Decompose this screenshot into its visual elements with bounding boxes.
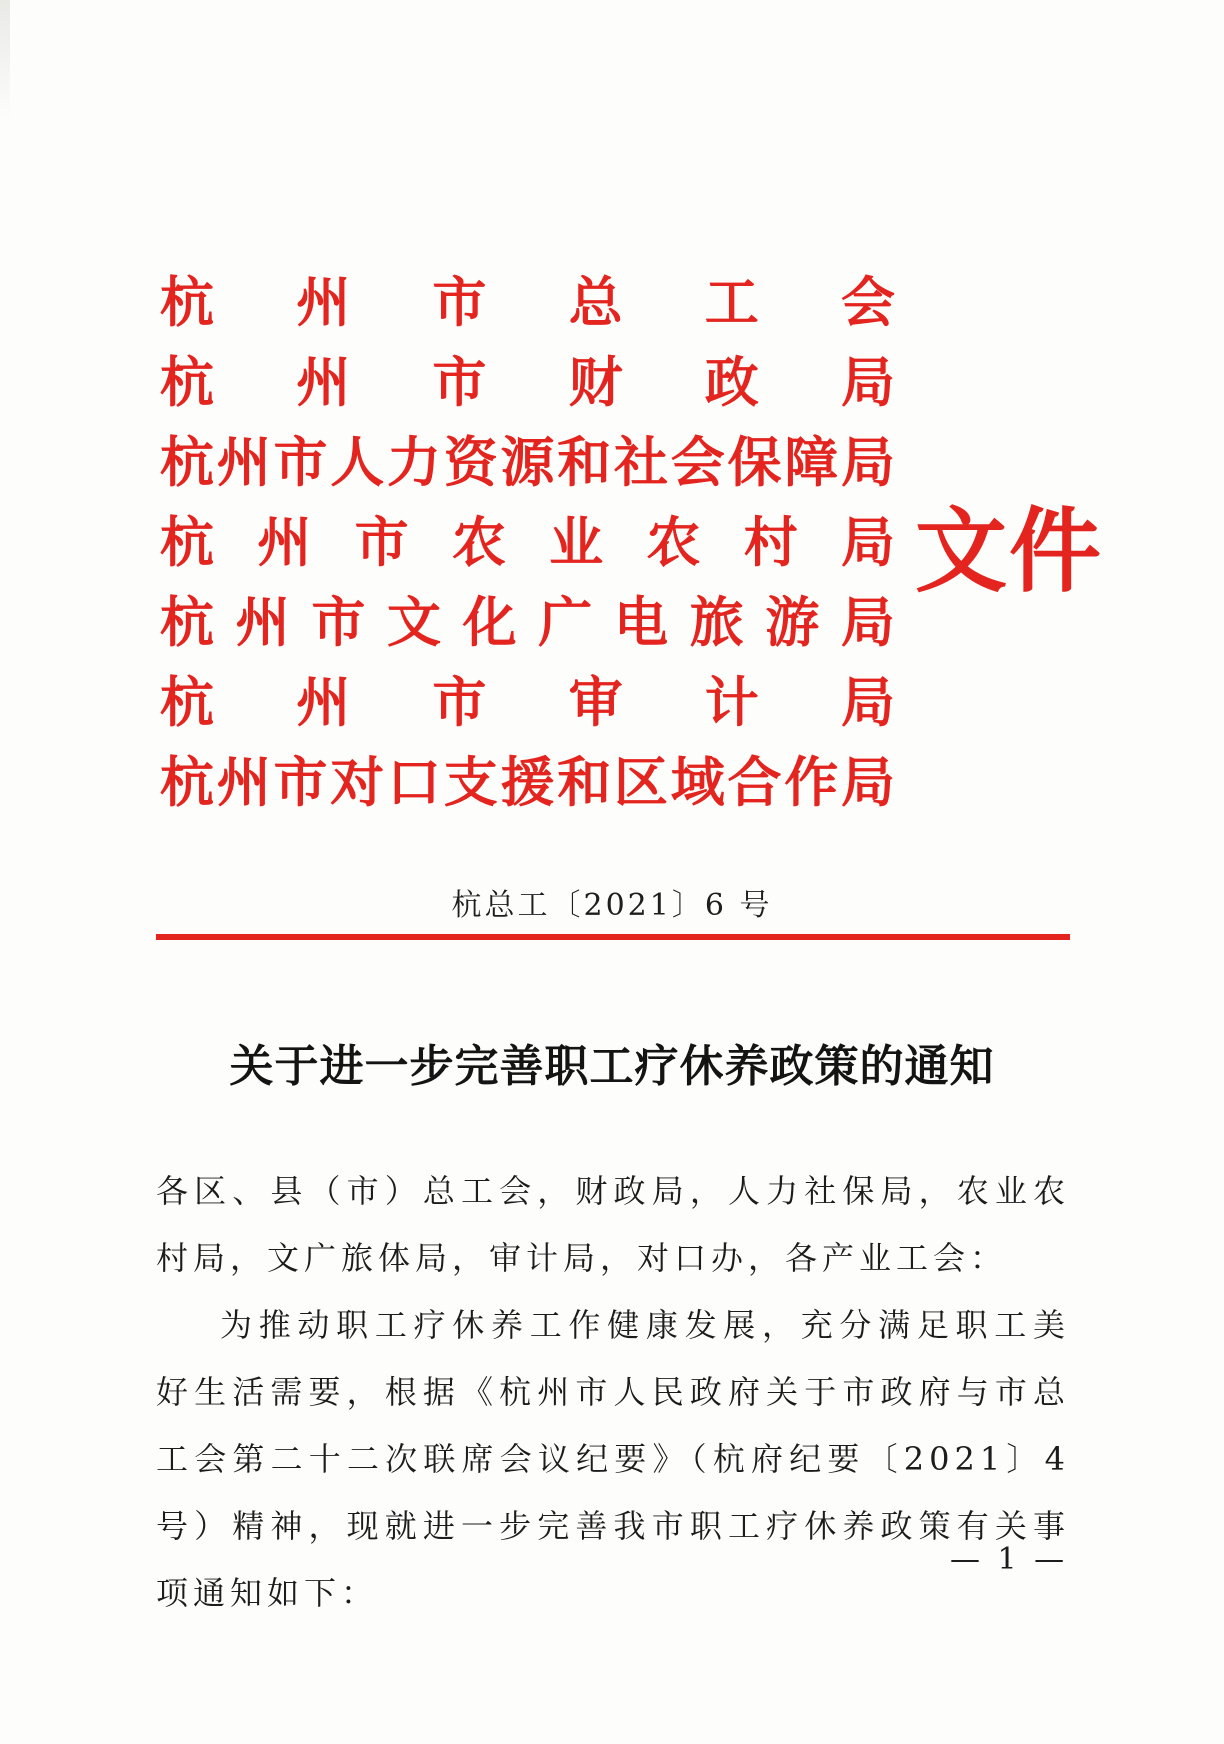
issuer-char: 杭 [160, 269, 214, 334]
issuer-char: 局 [841, 429, 895, 494]
issuer-char: 作 [784, 749, 839, 814]
issuer-char: 障 [784, 429, 839, 494]
issuer-char: 合 [727, 749, 782, 814]
page-number: — 1 — [950, 1542, 1069, 1577]
issuer-row [160, 578, 895, 658]
issuer-char: 农 [451, 509, 506, 574]
issuer-char: 局 [840, 589, 895, 654]
issuer-row [160, 258, 895, 338]
issuer-char: 市 [273, 429, 328, 494]
issuer-char: 州 [296, 669, 351, 734]
issuer-char: 杭 [160, 349, 214, 414]
issuer-char: 会 [670, 429, 725, 494]
issuer-char: 人 [330, 429, 385, 494]
body-paragraph: 为推动职工疗休养工作健康发展，充分满足职工美好生活需要，根据《杭州市人民政府关于市政府与市总工会第二十二次联席会议纪要》（杭府纪要〔2021〕4 号）精神，现就进一步完善我市职工疗休养政策有关事项通知如下： [156, 1306, 1070, 1612]
issuing-agencies [160, 258, 895, 818]
issuer-char: 对 [330, 749, 385, 814]
notice-title: 关于进一步完善职工疗休养政策的通知 [229, 1041, 995, 1092]
issuer-char: 游 [765, 589, 820, 654]
issuer-char: 会 [840, 269, 895, 334]
issuer-char: 广 [538, 589, 593, 654]
issuer-char: 农 [646, 509, 701, 574]
issuer-char: 杭 [160, 509, 214, 574]
issuer-char: 审 [568, 669, 623, 734]
issuer-char: 计 [704, 669, 759, 734]
issuer-row [160, 498, 895, 578]
issuer-char: 区 [614, 749, 668, 814]
document-type-label: 文件 [915, 497, 1104, 605]
issuer-char: 州 [216, 429, 271, 494]
issuer-char: 市 [432, 269, 487, 334]
issuer-char: 社 [614, 429, 668, 494]
issuer-char: 保 [727, 429, 782, 494]
issuer-char: 市 [354, 509, 409, 574]
issuer-char: 口 [387, 749, 441, 814]
issuer-char: 局 [840, 349, 895, 414]
issuer-char: 总 [568, 269, 623, 334]
issuer-row [160, 658, 895, 738]
red-separator-line [156, 934, 1070, 940]
issuer-char: 文 [386, 589, 441, 654]
issuer-char: 化 [462, 589, 517, 654]
issuer-row [160, 738, 895, 818]
issuer-char: 市 [432, 669, 487, 734]
issuer-char: 局 [840, 669, 895, 734]
issuer-char: 支 [443, 749, 498, 814]
issuer-char: 州 [216, 749, 271, 814]
notice-body [156, 1158, 1070, 1627]
issuer-char: 州 [257, 509, 312, 574]
issuer-char: 州 [235, 589, 290, 654]
addressees: 各区、县（市）总工会，财政局，人力社保局，农业农村局，文广旅体局，审计局，对口办，各产业工会： [156, 1172, 1070, 1277]
issuer-char: 市 [311, 589, 366, 654]
issuer-char: 杭 [160, 589, 214, 654]
issuer-row [160, 418, 895, 498]
issuer-char: 政 [704, 349, 759, 414]
issuer-char: 村 [743, 509, 798, 574]
issuer-char: 杭 [160, 749, 214, 814]
issuer-char: 和 [557, 429, 612, 494]
document-number: 杭总工〔2021〕6 号 [451, 888, 773, 923]
issuer-char: 局 [841, 749, 895, 814]
issuer-char: 旅 [689, 589, 744, 654]
issuer-char: 杭 [160, 669, 214, 734]
issuer-char: 援 [500, 749, 555, 814]
issuer-char: 杭 [160, 429, 214, 494]
issuer-char: 电 [613, 589, 668, 654]
issuer-row [160, 338, 895, 418]
issuer-char: 州 [296, 269, 351, 334]
issuer-char: 局 [840, 509, 895, 574]
issuer-char: 工 [704, 269, 759, 334]
issuer-char: 业 [549, 509, 604, 574]
issuer-char: 市 [432, 349, 487, 414]
issuer-char: 州 [296, 349, 351, 414]
issuer-char: 源 [500, 429, 555, 494]
issuer-char: 资 [443, 429, 498, 494]
issuer-char: 和 [557, 749, 612, 814]
issuer-char: 力 [387, 429, 441, 494]
scan-edge-shadow [0, 0, 10, 120]
issuer-char: 域 [670, 749, 725, 814]
issuer-char: 市 [273, 749, 328, 814]
issuer-char: 财 [568, 349, 623, 414]
